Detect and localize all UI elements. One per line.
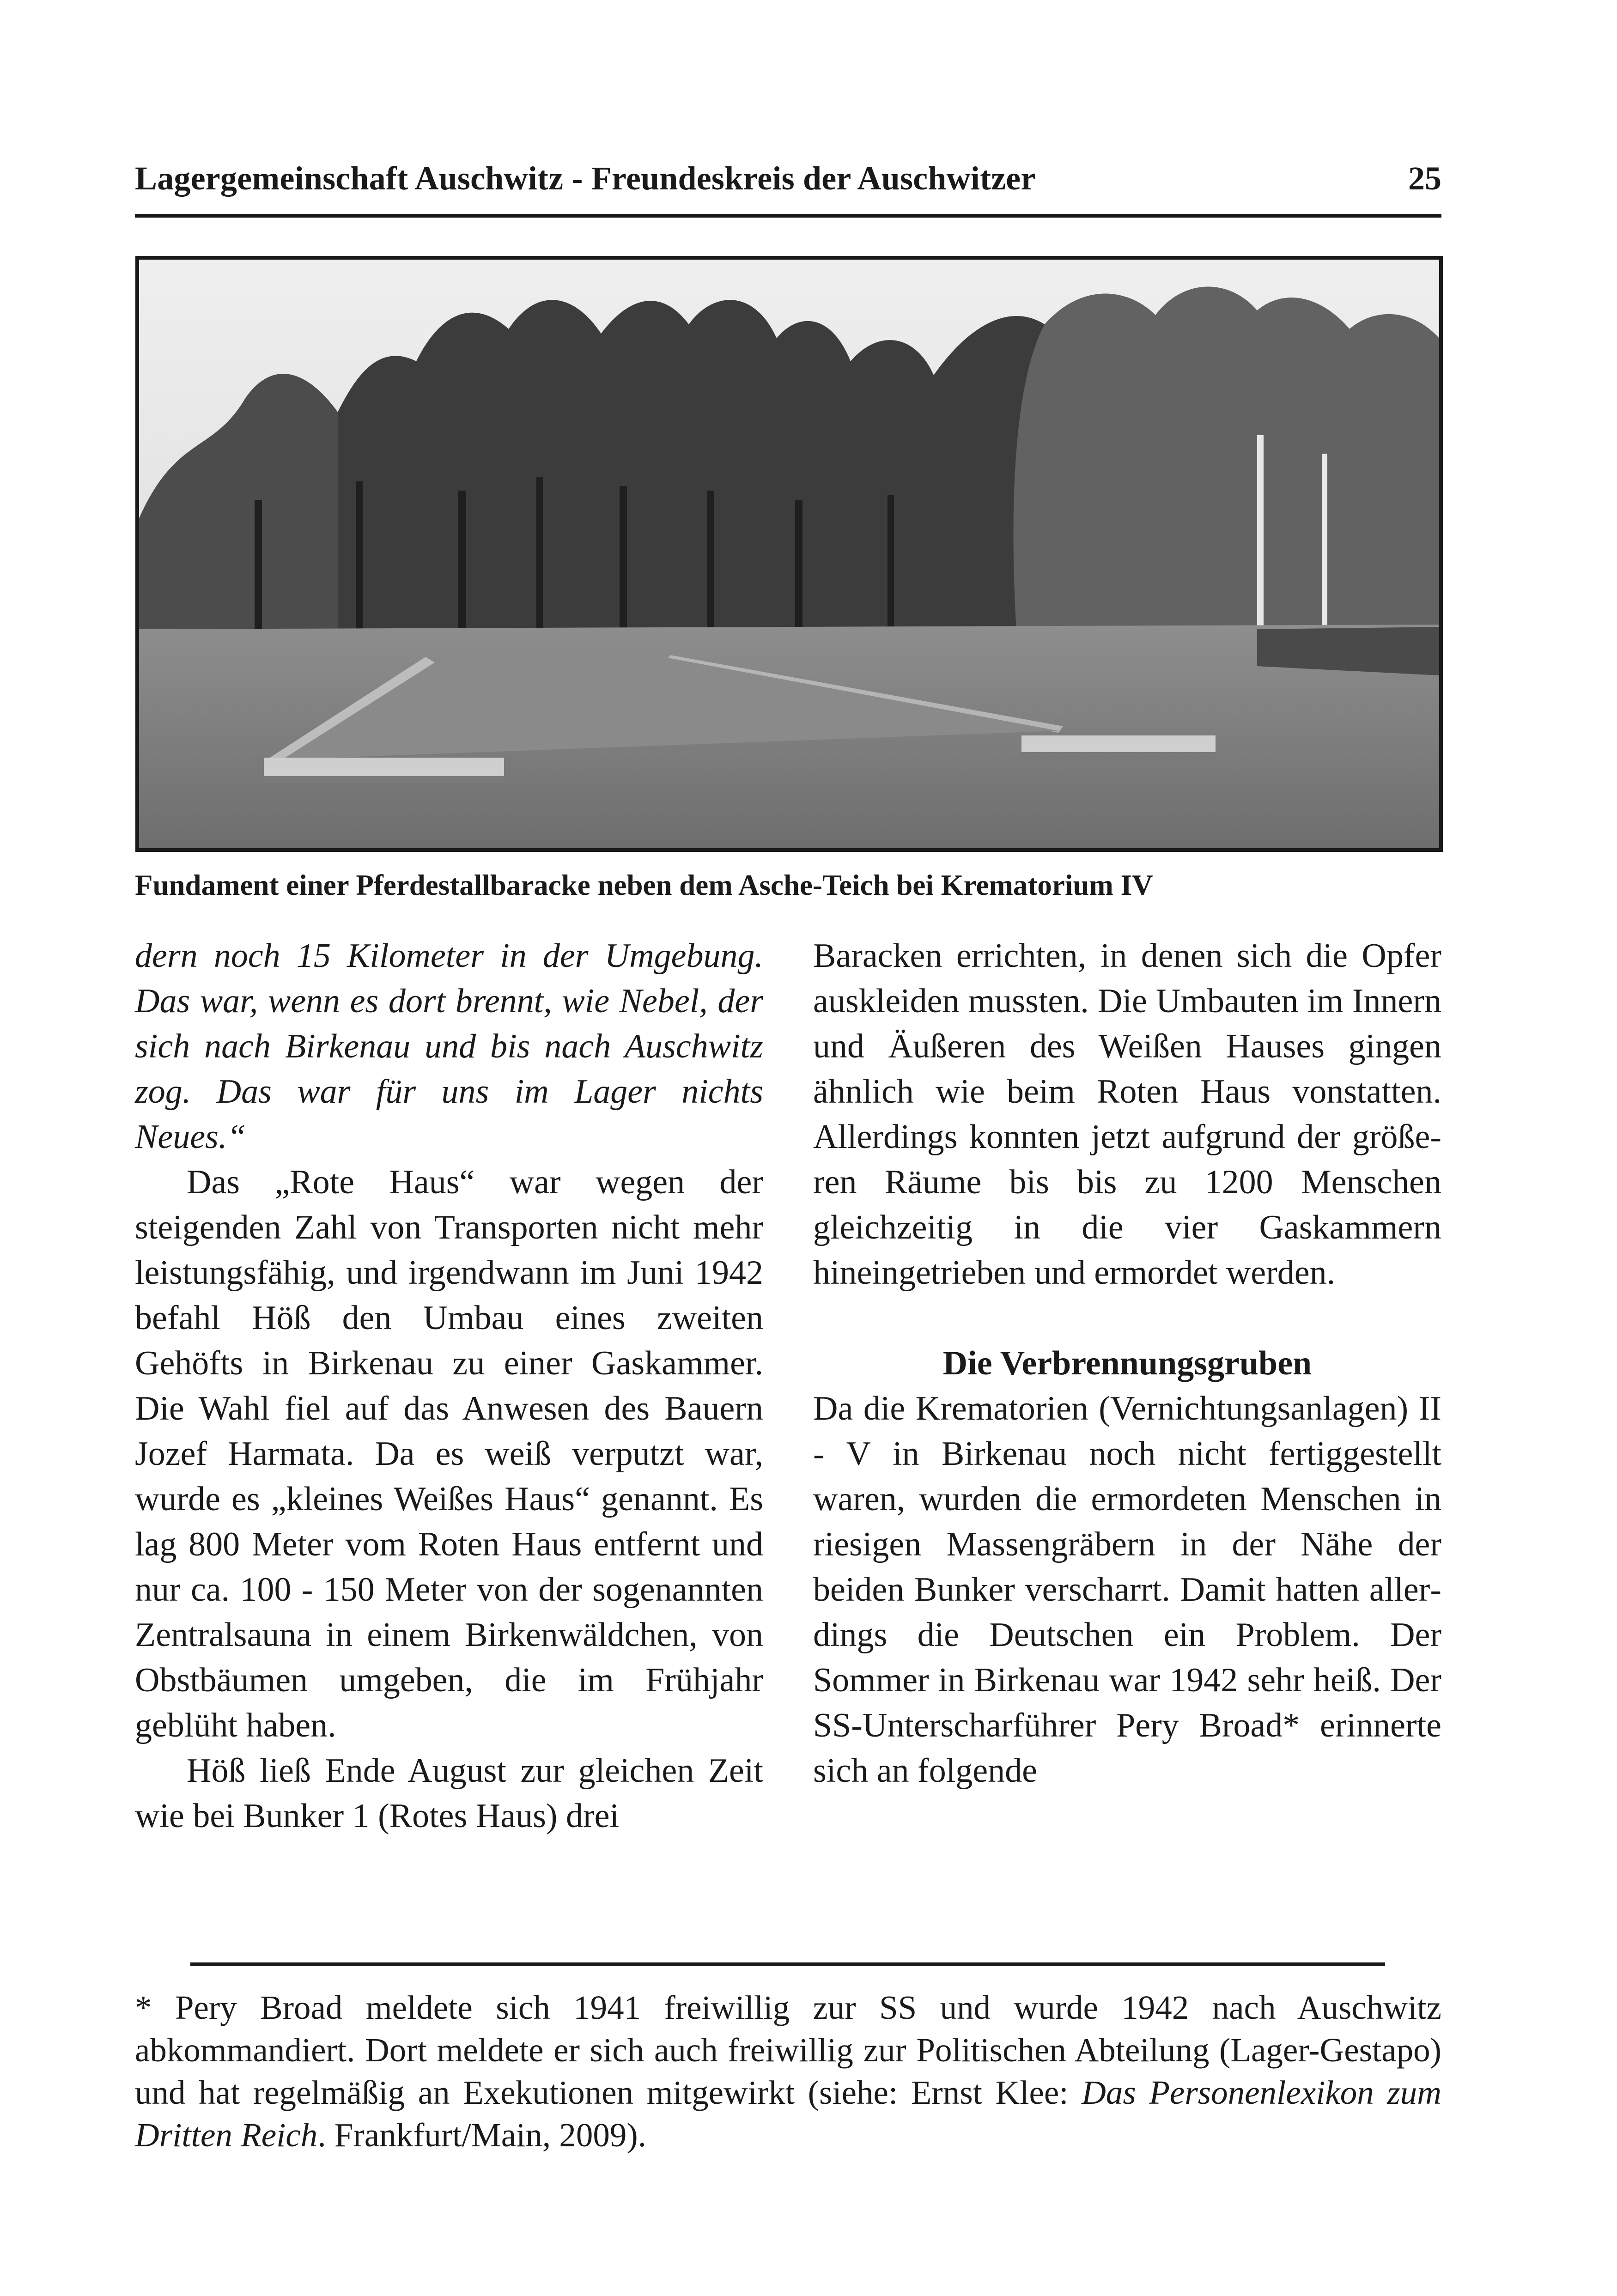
right-column [813, 933, 1441, 1793]
running-header [135, 159, 1441, 218]
section-heading: Die Verbrennungsgruben [942, 1344, 1312, 1382]
footnote-text-end: . Frankfurt/Main, 2009). [317, 2116, 646, 2154]
paragraph: Das „Rote Haus“ war wegen der steigenden Zahl von Transporten nicht mehr leistungsfähig, und irgendwann im Juni 1942 befahl Höß den Umbau eines zweiten Gehöfts in Birkenau zu einer Gaskammer. Die Wahl fiel auf das Anwesen des Bauern Jozef Harmata. Da es weiß verputzt war, wurde es „kleines Weißes Haus“ genannt. Es lag 800 Meter vom Roten Haus entfernt und nur ca. 100 - 150 Meter von der sogenannten Zentralsauna in einem Birkenwäldchen, von Obstbäumen umgeben, die im Frühjahr geblüht haben. [135, 1163, 763, 1744]
photo-caption: Fundament einer Pferdestallbaracke neben dem Asche-Teich bei Krematorium IV [135, 869, 1153, 901]
paragraph: Höß ließ Ende August zur gleichen Zeit wie bei Bunker 1 (Rotes Haus) drei [135, 1752, 763, 1835]
left-column [135, 933, 763, 1839]
footnote [135, 1986, 1441, 2156]
footnote-book-title: Das Personenlexikon zum Dritten Reich [135, 2074, 1441, 2154]
footnote-text: * Pery Broad meldete sich 1941 freiwillig zur SS und wurde 1942 nach Auschwitz abkommandiert. Dort meldete er sich auch freiwillig zur Politischen Abteilung (Lager-Gestapo) und hat regelmäßig an Exekutionen mitgewirkt (siehe: Ernst Klee: [135, 1989, 1441, 2111]
header-title: Lagergemeinschaft Auschwitz - Freundeskreis der Auschwitzer [135, 160, 1036, 197]
photo [135, 256, 1443, 852]
photo-image [139, 260, 1439, 848]
page-number: 25 [1408, 160, 1441, 197]
footnote-divider [190, 1962, 1385, 1966]
quote-paragraph: dern noch 15 Kilometer in der Umgebung. Das war, wenn es dort brennt, wie Nebel, der sich nach Birkenau und bis nach Auschwitz zog. Das war für uns im Lager nichts Neues.“ [135, 937, 763, 1156]
paragraph: Da die Krematorien (Vernichtungsanlagen) II - V in Birkenau noch nicht fertiggestellt waren, wurden die ermordeten Menschen in riesigen Massengräbern in der Nähe der beiden Bunker verscharrt. Damit hatten allerdings die Deutschen ein Problem. Der Sommer in Birkenau war 1942 sehr heiß. Der SS-Unterscharführer Pery Broad* erinnerte sich an folgende [813, 1390, 1441, 1790]
paragraph: Baracken errichten, in denen sich die Opfer auskleiden mussten. Die Umbauten im Innern und Äußeren des Weißen Hauses gingen ähnlich wie beim Roten Haus vonstatten. Allerdings konnten jetzt aufgrund der größeren Räume bis bis zu 1200 Menschen gleichzeitig in die vier Gaskammern hineingetrieben und ermordet werden. [813, 937, 1441, 1292]
